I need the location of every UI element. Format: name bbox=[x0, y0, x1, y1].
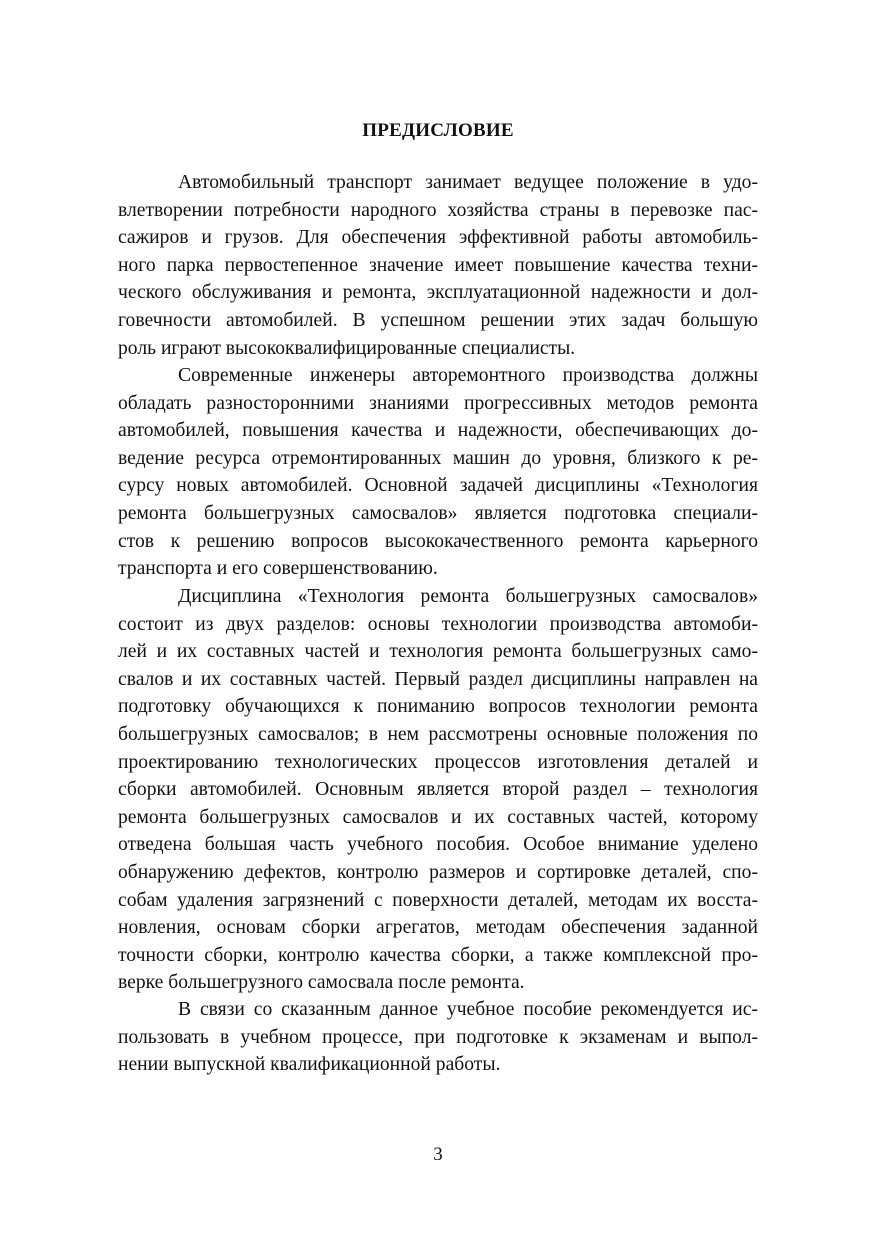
paragraph-1 bbox=[118, 169, 758, 362]
text-line: стов к решению вопросов высококачественного ремонта карьерного bbox=[118, 530, 758, 552]
text-line: новления, основам сборки агрегатов, методам обеспечения заданной bbox=[118, 917, 758, 939]
text-line: сажиров и грузов. Для обеспечения эффективной работы автомобиль- bbox=[118, 227, 758, 249]
text-line: В связи со сказанным данное учебное пособие рекомендуется ис- bbox=[178, 999, 758, 1020]
text-line: сборки автомобилей. Основным является второй раздел – технология bbox=[118, 779, 758, 801]
text-line: сурсу новых автомобилей. Основной задачей дисциплины «Технология bbox=[118, 475, 758, 497]
text-line: обнаружению дефектов, контролю размеров и сортировке деталей, спо- bbox=[118, 861, 758, 883]
text-line: ческого обслуживания и ремонта, эксплуатационной надежности и дол- bbox=[118, 282, 758, 304]
text-line: говечности автомобилей. В успешном решении этих задач большую bbox=[118, 309, 758, 331]
text-line: свалов и их составных частей. Первый раздел дисциплины направлен на bbox=[118, 668, 758, 690]
text-line: точности сборки, контролю качества сборки, а также комплексной про- bbox=[118, 944, 758, 966]
page-number: 3 bbox=[433, 1144, 443, 1165]
text-line: ведение ресурса отремонтированных машин до уровня, близкого к ре- bbox=[118, 447, 758, 469]
paragraph-2 bbox=[118, 362, 758, 583]
text-line: обладать разносторонними знаниями прогрессивных методов ремонта bbox=[118, 392, 758, 414]
text-line: роль играют высококвалифицированные специалисты. bbox=[118, 337, 576, 359]
text-line: пользовать в учебном процессе, при подготовке к экзаменам и выпол- bbox=[118, 1026, 758, 1048]
text-line: проектированию технологических процессов изготовления деталей и bbox=[118, 751, 758, 773]
paragraph-4 bbox=[118, 996, 758, 1079]
text-line: ного парка первостепенное значение имеет повышение качества техни- bbox=[118, 254, 758, 276]
text-line: отведена большая часть учебного пособия. Особое внимание уделено bbox=[118, 834, 758, 856]
paragraph-3 bbox=[118, 583, 758, 997]
text-line: автомобилей, повышения качества и надежности, обеспечивающих до- bbox=[118, 420, 758, 442]
text-line: состоит из двух разделов: основы технологии производства автомоби- bbox=[118, 613, 758, 635]
text-line: Дисциплина «Технология ремонта большегрузных самосвалов» bbox=[178, 586, 758, 607]
text-line: влетворении потребности народного хозяйства страны в перевозке пас- bbox=[118, 199, 758, 221]
text-line: лей и их составных частей и технология ремонта большегрузных само- bbox=[118, 641, 758, 663]
text-line: ремонта большегрузных самосвалов» является подготовка специали- bbox=[118, 502, 758, 524]
text-line: собам удаления загрязнений с поверхности деталей, методам их восста- bbox=[118, 889, 758, 911]
text-line: нении выпускной квалификационной работы. bbox=[118, 1054, 501, 1076]
text-line: Современные инженеры авторемонтного производства должны bbox=[178, 365, 758, 386]
page-title: ПРЕДИСЛОВИЕ bbox=[362, 120, 514, 141]
text-line: Автомобильный транспорт занимает ведущее положение в удо- bbox=[178, 172, 758, 193]
text-line: ремонта большегрузных самосвалов и их составных частей, которому bbox=[118, 806, 758, 828]
document-page bbox=[118, 0, 758, 1240]
text-line: транспорта и его совершенствованию. bbox=[118, 558, 438, 580]
text-line: верке большегрузного самосвала после ремонта. bbox=[118, 972, 525, 994]
text-line: большегрузных самосвалов; в нем рассмотрены основные положения по bbox=[118, 723, 758, 745]
text-line: подготовку обучающихся к пониманию вопросов технологии ремонта bbox=[118, 696, 758, 718]
